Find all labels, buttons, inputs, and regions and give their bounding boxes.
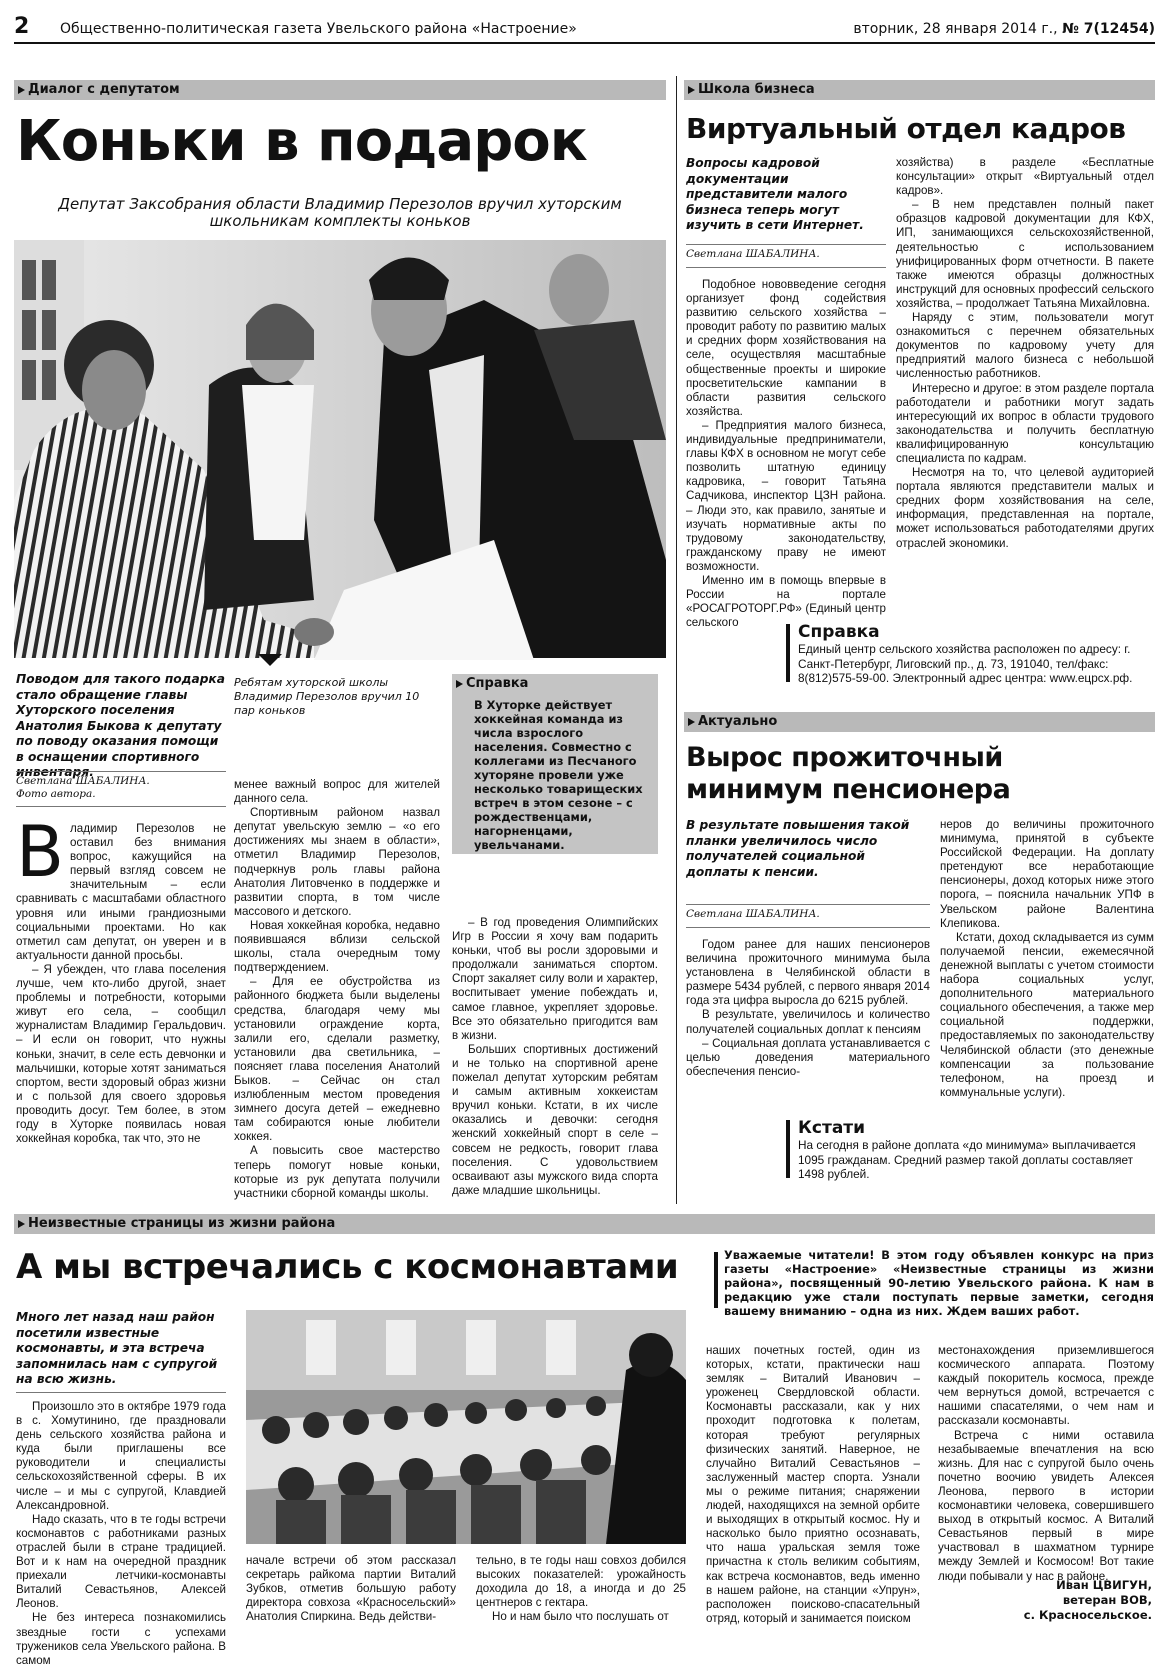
note-title: Справка bbox=[452, 674, 658, 694]
paragraph: Спортивным районом назвал депутат увельскую землю – «о его достижениях мы знаем в области», отметил Владимир Перезолов, подчеркнув роль главы района Анатолия Литовченко в поддержке и развитии спорта, в том числе массового и детского. bbox=[234, 806, 440, 918]
dropcap: В bbox=[16, 811, 65, 893]
skates-col-1 bbox=[16, 811, 226, 1182]
paragraph: ладимир Перезолов не оставил без внимания вопрос, кажущийся на первый взгляд совсем не значительным – если сравнивать с масштабами областного уровня или иными грандиозными социальными проектами. Но как отметил сам депутат, он уверен и в актуальности данной просьбы. bbox=[16, 822, 226, 962]
section-band-dialog: Диалог с депутатом bbox=[14, 80, 666, 100]
hr-col-1 bbox=[686, 278, 886, 630]
pension-col-2 bbox=[940, 818, 1154, 1110]
note-text: В Хуторке действует хоккейная команда из числа взрослого населения. Совместно с коллегами из Песчаного хуторяне провели уже несколько товарищеских встреч в этом сезоне – с рождественцами, нагорненцами, увельчанами. bbox=[474, 698, 643, 852]
photo-banquet-icon bbox=[246, 1310, 686, 1544]
article-cosmonauts-lead: Много лет назад наш район посетили известные космонавты, и эта встреча запомнилась нам с супругой на всю жизнь. bbox=[16, 1310, 218, 1386]
paragraph: Наряду с этим, пользователи могут ознакомиться с перечнем обязательных документов по кадровому учету для предприятий малого бизнеса с небольшой численностью работников. bbox=[896, 311, 1154, 381]
article-hr-title: Виртуальный отдел кадров bbox=[686, 112, 1126, 145]
paragraph: тельно, в те годы наш совхоз добился высоких показателей: урожайность доходила до 18, а иногда и до 25 центнеров с гектара. bbox=[476, 1554, 686, 1610]
page-number: 2 bbox=[14, 14, 30, 39]
note-box bbox=[452, 674, 658, 854]
paragraph: – Социальная доплата устанавливается с целью доведения материального обеспечения пенсио- bbox=[686, 1036, 930, 1078]
info-title: Справка bbox=[798, 622, 880, 642]
running-header bbox=[14, 14, 1155, 44]
cosmo-col-2 bbox=[246, 1554, 456, 1638]
cosmo-col-4 bbox=[706, 1344, 920, 1638]
paragraph: В результате, увеличилось и количество получателей социальных доплат к пенсиям bbox=[686, 1008, 930, 1036]
section-band-business: Школа бизнеса bbox=[684, 80, 1155, 100]
paragraph: местонахождения приземлившегося космического аппарата. Поэтому каждый покоритель космоса, прежде чем вернуться домой, встречается с нашими спасателями, о чем нам и рассказали космонавты. bbox=[938, 1344, 1154, 1428]
issue-date bbox=[853, 21, 1155, 37]
paragraph: Не без интереса познакомились звездные гости с успехами тружеников села Увельского района. В самом bbox=[16, 1611, 226, 1667]
skates-col-3 bbox=[452, 916, 658, 1197]
article-skates-subtitle: Депутат Заксобрания области Владимир Перезолов вручил хуторским школьникам комплекты коньков bbox=[58, 195, 622, 230]
signature-title: ветеран ВОВ, bbox=[1062, 1593, 1152, 1607]
paragraph: начале встречи об этом рассказал секретарь райкома партии Виталий Зубков, отметив большую работу директора совхоза «Красносельский» Анатолия Спиркина. Ведь действи- bbox=[246, 1554, 456, 1624]
paragraph: Произошло это в октябре 1979 года в с. Хомутинино, где праздновали день сельского хозяйства района и куда были приглашены все руководители и специалисты сельскохозяйственной сферы. В их числе – и мы с супругой, Клавдией Александровной. bbox=[16, 1400, 226, 1512]
cosmo-col-5 bbox=[938, 1344, 1154, 1583]
article-pension-lead: В результате повышения такой планки увеличилось число получателей социальной доплаты к пенсии. bbox=[686, 818, 910, 879]
paragraph: – Я убежден, что глава поселения лучше, чем кто-либо другой, знает проблемы и потребности, которыми живут его села, – сообщил журналистам Владимир Геральдович. – И если он говорит, что нужны коньки, значит, в селе есть девчонки и мальчишки, которые хотят заниматься спортом, вести здоровый образ жизни и с пользой для своего здоровья проводить досуг. Тем более, в этом году в Хуторке появилась новая хоккейная коробка, так что, это не bbox=[16, 962, 226, 1146]
article-skates-lead: Поводом для такого подарка стало обращение главы Хуторского поселения Анатолия Быкова к депутату по поводу оказания помощи в оснащении спортивного инвентаря. bbox=[16, 672, 225, 779]
article-pension-author: Светлана ШАБАЛИНА. bbox=[686, 904, 930, 928]
article-skates-title: Коньки в подарок bbox=[16, 109, 587, 174]
section-band-actual: Актуально bbox=[684, 712, 1155, 732]
paragraph: менее важный вопрос для жителей данного села. bbox=[234, 778, 440, 806]
column-divider bbox=[676, 76, 677, 1204]
paragraph: Интересно и другое: в этом разделе портала работодатели и работники могут задать интересующий их вопрос в области трудового законодательства и получить бесплатную квалифицированную консультацию специалиста по кадрам. bbox=[896, 381, 1154, 465]
skates-col-2 bbox=[234, 778, 440, 1200]
hr-col-2 bbox=[896, 156, 1154, 614]
caption-pointer-icon bbox=[258, 654, 282, 668]
paragraph: Несмотря на то, что целевой аудиторией портала являются представители малых и средних форм хозяйствования на селе, информация, представленная на портале, может использоваться работодателями других отраслей экономики. bbox=[896, 466, 1154, 550]
issue-number: № 7(12454) bbox=[1062, 21, 1155, 37]
paragraph: Годом ранее для наших пенсионеров величина прожиточного минимума была установлена в Челябинской области в размере 5434 рублей, с первого января 2014 года эта цифра выросла до 6215 рублей. bbox=[686, 938, 930, 1008]
pension-col-1 bbox=[686, 938, 930, 1110]
article-pension-title: Вырос прожиточный минимум пенсионера bbox=[686, 742, 1011, 805]
info-marker bbox=[786, 624, 790, 682]
info-text: Единый центр сельского хозяйства расположен по адресу: г. Санкт-Петербург, Лиговский пр., д. 73, 191040, тел/факс: 8(812)575-59-00. Электронный адрес центра: www.eцрсх.рф. bbox=[798, 642, 1133, 685]
info-box-pension bbox=[798, 1118, 1154, 1182]
signature-name: Иван ЦВИГУН, bbox=[1056, 1578, 1152, 1592]
cosmo-col-3 bbox=[476, 1554, 686, 1638]
photo-banquet bbox=[246, 1310, 686, 1544]
paragraph: Но и нам было что послушать от bbox=[492, 1610, 669, 1624]
newspaper-name: Общественно-политическая газета Увельского района «Настроение» bbox=[60, 21, 577, 37]
info-box-hr bbox=[798, 622, 1154, 686]
section-band-unknown-pages: Неизвестные страницы из жизни района bbox=[14, 1214, 1155, 1234]
editorial-notice: Уважаемые читатели! В этом году объявлен конкурс на приз газеты «Настроение» «Неизвестные страницы из жизни района», посвященный 90-летию Увельского района. К нам в редакцию уже стали поступать первые заметки, сегодня вашему вниманию – одна из них. Ждем ваших работ. bbox=[724, 1248, 1154, 1318]
article-hr-lead: Вопросы кадровой документации представители малого бизнеса теперь могут изучить в сети Интернет. bbox=[686, 156, 864, 232]
paragraph: хозяйства) в разделе «Бесплатные консультации» открыт «Виртуальный отдел кадров». bbox=[896, 156, 1154, 198]
article-hr-author: Светлана ШАБАЛИНА. bbox=[686, 244, 886, 268]
paragraph: Подобное нововведение сегодня организует фонд содействия развитию сельского хозяйства – проводит работу по развитию малых и средних форм хозяйствования на селе, осуществляя масштабные общественные проекты и широкие просветительские кампании в области развития сельского хозяйства. bbox=[686, 278, 886, 418]
paragraph: Встреча с ними оставила незабываемые впечатления на всю жизнь. Для нас с супругой было очень почетно воочию увидеть Алексея Леонова, первого в истории космонавтики человека, совершившего выход в открытый космос. А Виталий Севастьянов первый в мире участвовал в шахматном турнире между Землей и Космосом! Вот такие люди побывали у нас в районе. bbox=[938, 1428, 1154, 1583]
photo-handshake-icon bbox=[14, 240, 666, 658]
paragraph: неров до величины прожиточного минимума, принятой в субъекте Российской Федерации. На доплату претендуют все неработающие пенсионеры, доход которых ниже этого порога, – пояснила начальник УПФ в Увельском районе Валентина Клепикова. bbox=[940, 818, 1154, 930]
paragraph: Больших спортивных достижений и не только на спортивной арене пожелал депутат хуторским ребятам и самым активным хоккеистам вручил коньки. Кстати, в их числе оказались и девочки: сегодня женский хоккейный спорт в селе – совсем не редкость, говорит глава поселения. С удовольствием осваивают азы мужского вида спорта даже младшие школьницы. bbox=[452, 1042, 658, 1197]
author: Светлана ШАБАЛИНА. bbox=[16, 775, 150, 787]
info-text: На сегодня в районе доплата «до минимума» выплачивается 1095 гражданам. Средний размер такой доплаты составляет 1498 рублей. bbox=[798, 1138, 1136, 1181]
paragraph: – В год проведения Олимпийских Игр в России я хочу вам подарить коньки, чтоб вы росли здоровыми и продолжали заниматься спортом. Спорт закаляет силу воли и характер, воспитывает умение побеждать и, самое главное, укрепляет здоровье. Все это обязательно пригодится вам в жизни. bbox=[452, 916, 658, 1042]
article-cosmonauts-title: А мы встречались с космонавтами bbox=[16, 1247, 679, 1287]
info-marker bbox=[786, 1120, 790, 1178]
signature-place: с. Красносельское. bbox=[1023, 1608, 1152, 1622]
paragraph: Именно им в помощь впервые в России на портале «РОСАГРОТОРГ.РФ» (Единый центр сельского bbox=[686, 573, 886, 630]
paragraph: Надо сказать, что в те годы встречи космонавтов с работниками разных отраслей были в стране традицией. Вот и к нам на очередной праздник приехали летчики-космонавты Виталий Севастьянов, Алексей Леонов. bbox=[16, 1512, 226, 1611]
paragraph: – В нем представлен полный пакет образцов кадровой документации для КФХ, ИП, занимающихся сельскохозяйственной, деятельностью с использованием унифицированных форм отчетности. В пакете также имеются образцы должностных инструкций для основных профессий сельского хозяйства, – продолжает Татьяна Михайловна. bbox=[896, 198, 1154, 310]
paragraph: А повысить свое мастерство теперь помогут новые коньки, которые из рук депутата получили участники сборной команды школы. bbox=[234, 1144, 440, 1200]
article-skates-byline bbox=[16, 771, 226, 807]
date-text: вторник, 28 января 2014 г., bbox=[853, 21, 1058, 37]
lead-divider bbox=[16, 1392, 226, 1393]
paragraph: – Для ее обустройства из районного бюджета были выделены средства, благодаря чему мы установили ограждение корта, залили его, сделали разметку, установили два светильника, – поясняет глава поселения Анатолий Быков. – Сейчас он стал излюбленным местом проведения зимнего досуга детей – ежедневно там собираются юные любители хоккея. bbox=[234, 975, 440, 1144]
paragraph: – Предприятия малого бизнеса, индивидуальные предприниматели, главы КФХ в основном не могут себе позволить штатную единицу кадровика, – говорит Татьяна Садчикова, инспектор ЦЗН района. – Люди это, как правило, занятые и изучать нормативные акты по трудовому законодательству, гражданскому праву не имеют возможности. bbox=[686, 418, 886, 573]
photo-caption: Ребятам хуторской школы Владимир Перезолов вручил 10 пар коньков bbox=[234, 676, 420, 717]
paragraph: Кстати, доход складывается из сумм получаемой пенсии, ежемесячной денежной выплаты с учетом стоимости набора социальных услуг, дополнительного материального социального обеспечения, а также мер социальной поддержки, предоставляемых по законодательству Челябинской области (это денежные компенсации за пользование телефоном, на проезд и коммунальные услуги). bbox=[940, 930, 1154, 1099]
cosmo-col-1 bbox=[16, 1400, 226, 1667]
signature bbox=[938, 1578, 1152, 1623]
photo-handshake bbox=[14, 240, 666, 658]
notice-marker bbox=[714, 1252, 718, 1308]
paragraph: наших почетных гостей, один из которых, кстати, практически наш земляк – Виталий Иванович – уроженец Свердловской области. Космонавты рассказали, как у них проходит подготовка к полетам, которая требуют регулярных физических занятий. Наверное, не случайно Виталий Севастьянов – заслуженный мастер спорта. Узнали мы о режиме питания; снаряжении людей, находящихся на земной орбите и выходящих в открытый космос. Ну и насколько было приятно осознавать, что наша уральская земля тоже причастна к столь великим событиям, как встреча космонавтов, ведь именно в нашем районе, на станции «Упрун», расположен поисково-спасательный отряд, который и занимается поиском bbox=[706, 1344, 920, 1625]
info-title: Кстати bbox=[798, 1118, 866, 1138]
paragraph: Новая хоккейная коробка, недавно появившаяся вблизи сельской школы, стала очередным тому подтверждением. bbox=[234, 918, 440, 975]
photo-credit: Фото автора. bbox=[16, 788, 96, 800]
